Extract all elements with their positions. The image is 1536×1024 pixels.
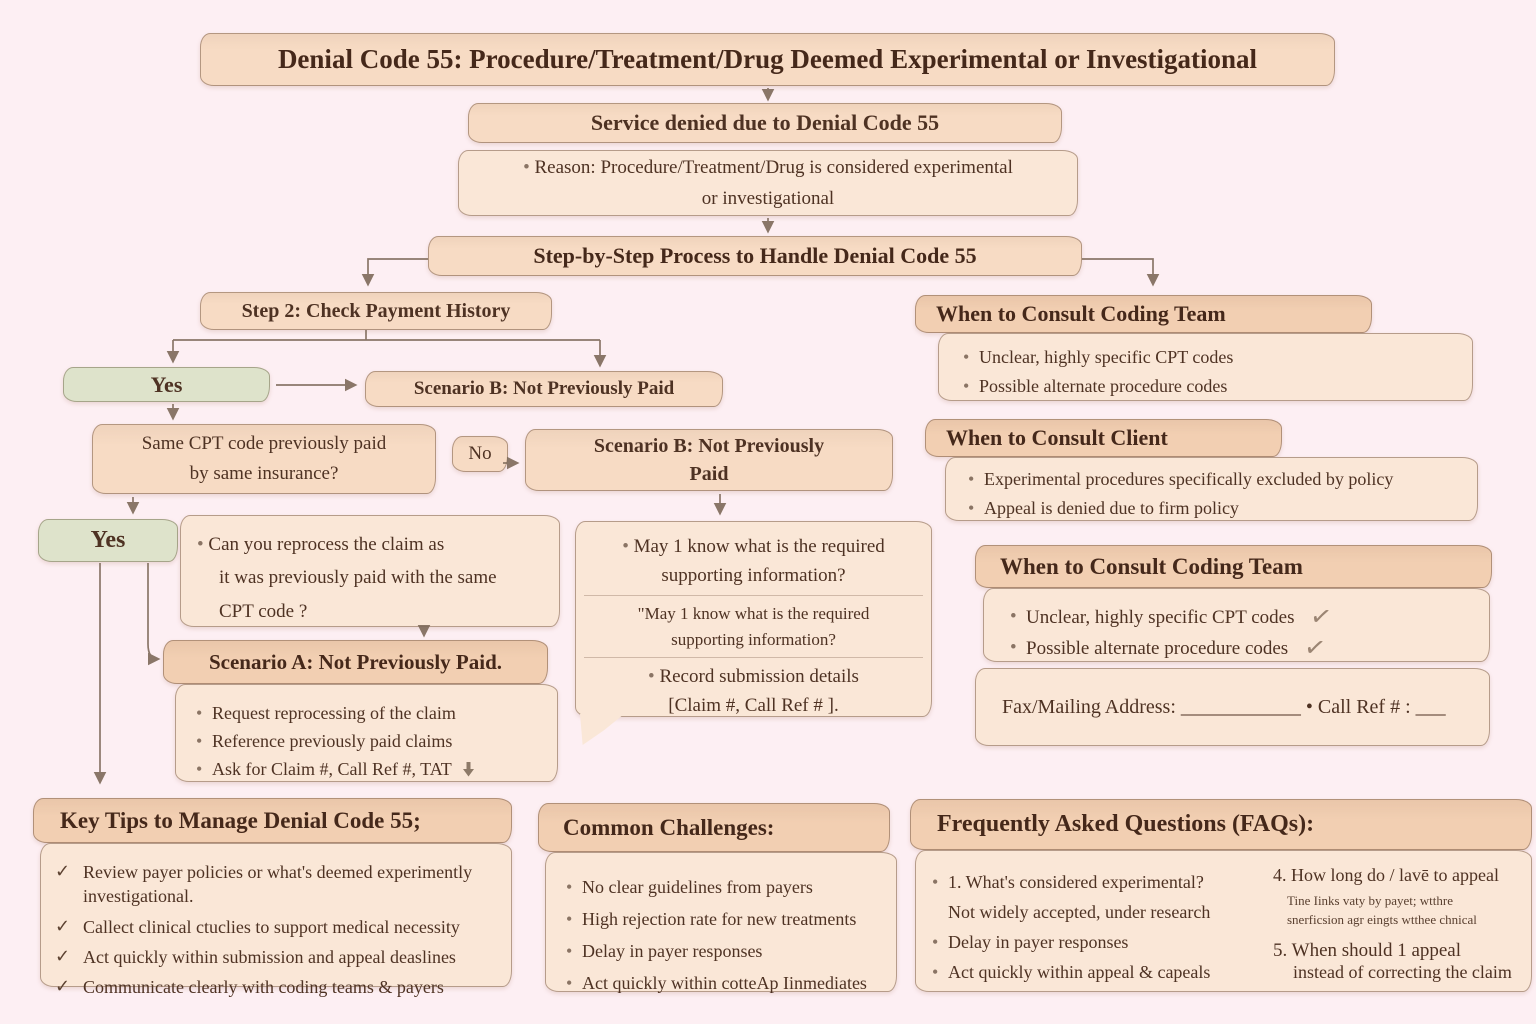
item-text: Possible alternate procedure codes (1026, 638, 1289, 659)
faq-q3: • Act quickly within appeal & capeals (928, 962, 1273, 983)
yes-node-2: Yes (38, 519, 178, 562)
reason-line1: • Reason: Procedure/Treatment/Drug is considered experimental (523, 152, 1013, 183)
key-tips-header: Key Tips to Manage Denial Code 55; (33, 798, 512, 843)
consult-coding-team-2-header: When to Consult Coding Team (975, 545, 1492, 588)
bubble-q2-line1: "May 1 know what is the required (637, 604, 870, 623)
bubble-q1-line1: • May 1 know what is the required (584, 533, 923, 562)
bubble-record-details (584, 657, 923, 725)
list-item: • Act quickly within cotteAp Iinmediates (562, 973, 892, 994)
list-item-checked (1006, 606, 1483, 629)
key-tips-body (40, 843, 512, 998)
scenario-b2-line2: Paid (689, 463, 729, 485)
list-item-checked (1006, 637, 1483, 660)
scenario-b-node-2 (525, 429, 893, 491)
faq-q2: • Delay in payer responses (928, 932, 1273, 953)
same-cpt-line2: by same insurance? (189, 463, 339, 484)
list-item: • Possible alternate procedure codes (959, 372, 1462, 401)
faq-left-column (928, 863, 1273, 991)
scenario-a-body (175, 684, 558, 782)
list-item: • Request reprocessing of the claim (192, 703, 551, 724)
checklist-item: ✓ Act quickly within submission and appeal deaslines (55, 945, 507, 969)
bubble-question-1 (584, 528, 923, 595)
consult-coding-team-2-body (983, 588, 1490, 662)
no-connector-label: No (452, 436, 508, 472)
list-item: • Experimental procedures specifically excluded by policy (964, 465, 1469, 494)
list-item (192, 759, 551, 780)
reprocess-line2: it was previously paid with the same (219, 567, 497, 589)
tat-down-arrow-icon (462, 762, 475, 777)
yes-node-1: Yes (63, 367, 270, 402)
faq-q4-answer-line1: Tine Iinks vaty by payet; wtthre (1287, 893, 1453, 908)
faq-q4-answer-line2: snerficsion agr eingts wtthee chnical (1287, 911, 1477, 927)
faq-q1-answer: Not widely accepted, under research (948, 902, 1211, 922)
checklist-item: ✓ Callect clinical ctuclies to support medical necessity (55, 915, 507, 939)
reprocess-line1: • Can you reprocess the claim as (197, 528, 551, 561)
scenario-b-node-1: Scenario B: Not Previously Paid (365, 371, 723, 407)
faq-q5-line1: 5. When should 1 appeal (1273, 939, 1462, 961)
list-item: • No clear guidelines from payers (562, 877, 892, 898)
list-item: • Unclear, highly specific CPT codes (959, 343, 1462, 372)
faq-header: Frequently Asked Questions (FAQs): (910, 799, 1532, 850)
reprocess-question-node (180, 515, 560, 627)
bubble-record-line2: [Claim #, Call Ref # ]. (668, 694, 839, 716)
bubble-question-2 (584, 595, 923, 657)
consult-coding-team-1-body (938, 333, 1473, 401)
faq-right-column (1273, 863, 1523, 991)
scenario-b2-line1: Scenario B: Not Previously (593, 435, 825, 457)
consult-coding-team-1-header: When to Consult Coding Team (915, 295, 1372, 333)
checklist-item: ✓ Review payer policies or what's deemed experimently investigational. (55, 860, 507, 909)
common-challenges-body (545, 852, 897, 992)
scenario-a-header: Scenario A: Not Previously Paid. (163, 640, 548, 684)
reprocess-line3: CPT code ? (219, 600, 308, 622)
list-item: • Reference previously paid claims (192, 731, 551, 752)
list-item: • Delay in payer responses (562, 941, 892, 962)
faq-q4: 4. How long do / lavē to appeal (1273, 865, 1499, 885)
bubble-q2-line2: supporting information? (671, 629, 836, 649)
faq-body (915, 850, 1532, 992)
step-by-step-node: Step-by-Step Process to Handle Denial Code 55 (428, 236, 1082, 276)
consult-client-header: When to Consult Client (925, 419, 1282, 457)
checklist-item: ✓ Communicate clearly with coding teams & payers (55, 975, 507, 999)
faq-q5-line2: instead of correcting the claim (1293, 961, 1512, 982)
call-script-bubble (575, 521, 932, 717)
bubble-q1-line2: supporting information? (661, 564, 846, 586)
bubble-record-line1: • Record submission details (584, 663, 923, 692)
fax-mailing-address-node: Fax/Mailing Address: ____________ • Call Ref # : ___ (975, 668, 1490, 746)
step2-check-payment-history-node: Step 2: Check Payment History (200, 292, 552, 330)
reason-node (458, 150, 1078, 216)
same-cpt-question-node (92, 424, 436, 494)
common-challenges-header: Common Challenges: (538, 803, 890, 852)
item-text: Unclear, highly specific CPT codes (1026, 607, 1295, 628)
scenario-a-item3-text: Ask for Claim #, Call Ref #, TAT (212, 759, 452, 779)
same-cpt-line1: Same CPT code previously paid (141, 432, 387, 454)
consult-client-body (945, 457, 1478, 521)
diagram-title: Denial Code 55: Procedure/Treatment/Drug Deemed Experimental or Investigational (200, 33, 1335, 86)
list-item: • Appeal is denied due to firm policy (964, 494, 1469, 523)
reason-line2: or investigational (701, 188, 835, 209)
faq-q1: • 1. What's considered experimental? (928, 872, 1273, 893)
service-denied-node: Service denied due to Denial Code 55 (468, 103, 1062, 143)
list-item: • High rejection rate for new treatments (562, 909, 892, 930)
bubble-tail (580, 714, 624, 745)
